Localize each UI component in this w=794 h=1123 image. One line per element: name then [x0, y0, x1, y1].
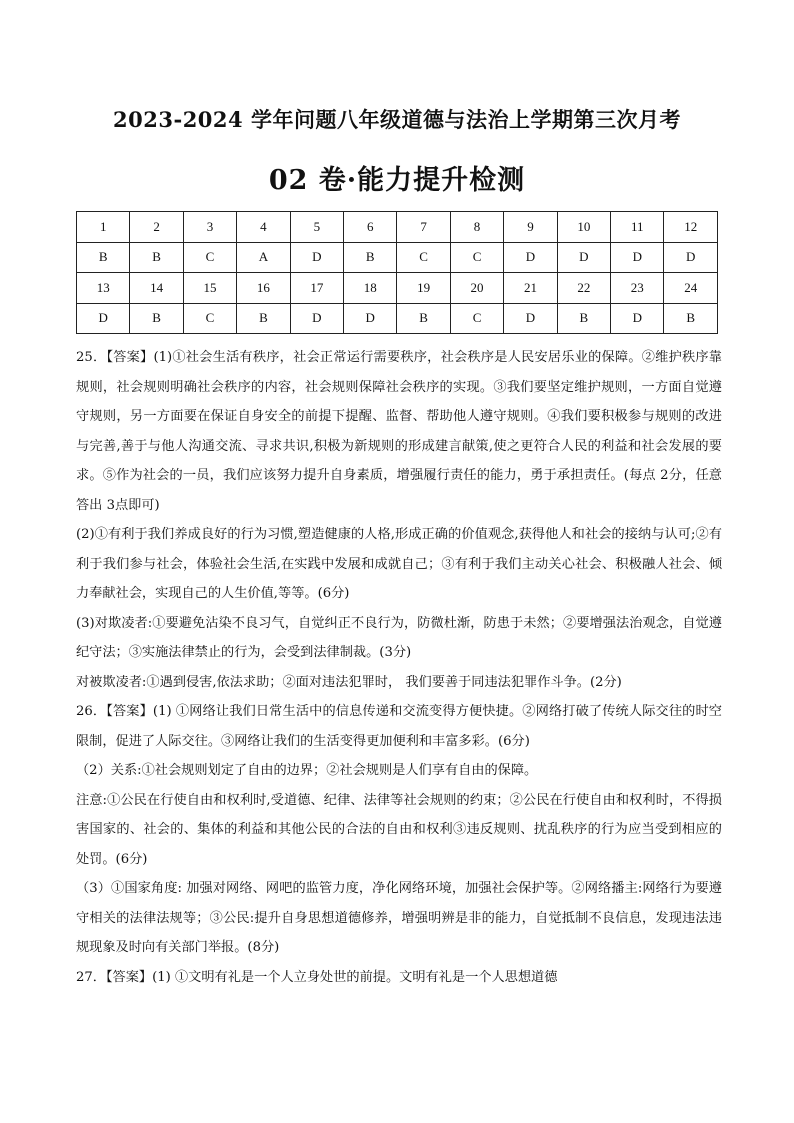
table-cell: B — [130, 242, 183, 273]
answer-25-part3-victim: 对被欺凌者:①遇到侵害,依法求助；②面对违法犯罪时， 我们要善于同违法犯罪作斗争。(2分) — [76, 674, 622, 690]
table-cell: 11 — [611, 212, 664, 243]
answer-25-part2: (2)①有利于我们养成良好的行为习惯,塑造健康的人格,形成正确的价值观念,获得他人和社会的接纳与认可;②有利于我们参与社会，体验社会生活,在实践中发展和成就自己；③有利于我们主动关心社会、积极融人社会、倾力奉献社会，实现自己的人生价值,等等。(6分) — [76, 527, 722, 601]
table-cell: D — [611, 242, 664, 273]
table-cell: B — [237, 303, 290, 334]
answer-explanations — [76, 343, 722, 992]
table-cell: D — [557, 242, 610, 273]
table-cell: C — [450, 303, 503, 334]
table-cell: D — [77, 303, 130, 334]
answer-26-part2-notice: 注意:①公民在行使自由和权利时,受道德、纪律、法律等社会规则的约束；②公民在行使自由和权利时，不得损害国家的、社会的、集体的利益和其他公民的合法的自由和权利③违反规则、扰乱秩序的行为应当受到相应的处罚。(6分) — [76, 792, 722, 867]
table-cell: 14 — [130, 273, 183, 304]
answer-27-part1: 27．【答案】(1) ①文明有礼是一个人立身处世的前提。文明有礼是一个人思想道德 — [76, 969, 558, 985]
table-cell: 2 — [130, 212, 183, 243]
table-cell: 9 — [504, 212, 557, 243]
table-cell: B — [344, 242, 397, 273]
question-number-row — [77, 273, 718, 304]
table-cell: 22 — [557, 273, 610, 304]
table-cell: D — [290, 242, 343, 273]
table-cell: 21 — [504, 273, 557, 304]
answer-25-part3-bully: (3)对欺凌者:①要避免沾染不良习气，自觉纠正不良行为，防微杜渐，防患于未然；②要增强法治观念，自觉遵纪守法；③实施法律禁止的行为，会受到法律制裁。(3分) — [76, 615, 722, 660]
table-cell: C — [397, 242, 450, 273]
table-cell: 3 — [183, 212, 236, 243]
table-cell: B — [77, 242, 130, 273]
table-cell: D — [504, 303, 557, 334]
table-cell: B — [557, 303, 610, 334]
table-cell: 8 — [450, 212, 503, 243]
table-cell: C — [450, 242, 503, 273]
table-cell: 20 — [450, 273, 503, 304]
document-title: 2023-2024 学年问题八年级道德与法治上学期第三次月考 — [113, 107, 681, 132]
table-cell: 12 — [664, 212, 718, 243]
answer-26-part3: （3）①国家角度: 加强对网络、网吧的监管力度，净化网络环境，加强社会保护等。②网络播主:网络行为要遵守相关的法律法规等；③公民:提升自身思想道德修养，增强明辨是非的能力，自觉抵制不良信息，发现违法违规现象及时向有关部门举报。(8分) — [76, 881, 722, 955]
table-cell: 6 — [344, 212, 397, 243]
answer-key-table — [76, 211, 718, 334]
table-cell: 23 — [611, 273, 664, 304]
table-cell: 5 — [290, 212, 343, 243]
table-cell: D — [290, 303, 343, 334]
table-cell: 4 — [237, 212, 290, 243]
answer-26-part2-relation: （2）关系:①社会规则划定了自由的边界；②社会规则是人们享有自由的保障。 — [76, 763, 538, 778]
question-number-row — [77, 212, 718, 243]
table-cell: B — [397, 303, 450, 334]
table-cell: 18 — [344, 273, 397, 304]
answer-row — [77, 242, 718, 273]
table-cell: C — [183, 303, 236, 334]
table-cell: 16 — [237, 273, 290, 304]
table-cell: 15 — [183, 273, 236, 304]
table-cell: 13 — [77, 273, 130, 304]
table-cell: A — [237, 242, 290, 273]
table-cell: D — [664, 242, 718, 273]
table-cell: 17 — [290, 273, 343, 304]
document-subtitle: 02 卷·能力提升检测 — [268, 165, 526, 196]
table-cell: 19 — [397, 273, 450, 304]
table-cell: 24 — [664, 273, 718, 304]
table-cell: 1 — [77, 212, 130, 243]
table-cell: 7 — [397, 212, 450, 243]
answer-25-part1: 25．【答案】(1)①社会生活有秩序，社会正常运行需要秩序，社会秩序是人民安居乐业的保障。②维护秩序靠规则，社会规则明确社会秩序的内容，社会规则保障社会秩序的实现。③我们要坚定维护规则，一方面自觉遵守规则，另一方面要在保证自身安全的前提下提醒、监督、帮助他人遵守规则。④我们要积极参与规则的改进与完善,善于与他人沟通交流、寻求共识,积极为新规则的形成建言献策,使之更符合人民的利益和社会发展的要求。⑤作为社会的一员，我们应该努力提升自身素质，增强履行责任的能力，勇于承担责任。(每点 2分，任意答出 3点即可) — [76, 350, 722, 513]
answer-row — [77, 303, 718, 334]
table-cell: D — [611, 303, 664, 334]
answer-26-part1: 26．【答案】(1) ①网络让我们日常生活中的信息传递和交流变得方便快捷。②网络打破了传统人际交往的时空限制，促进了人际交往。③网络让我们的生活变得更加便利和丰富多彩。(6分) — [76, 704, 722, 749]
table-cell: 10 — [557, 212, 610, 243]
table-cell: D — [344, 303, 397, 334]
table-cell: B — [664, 303, 718, 334]
table-cell: B — [130, 303, 183, 334]
table-cell: C — [183, 242, 236, 273]
table-cell: D — [504, 242, 557, 273]
